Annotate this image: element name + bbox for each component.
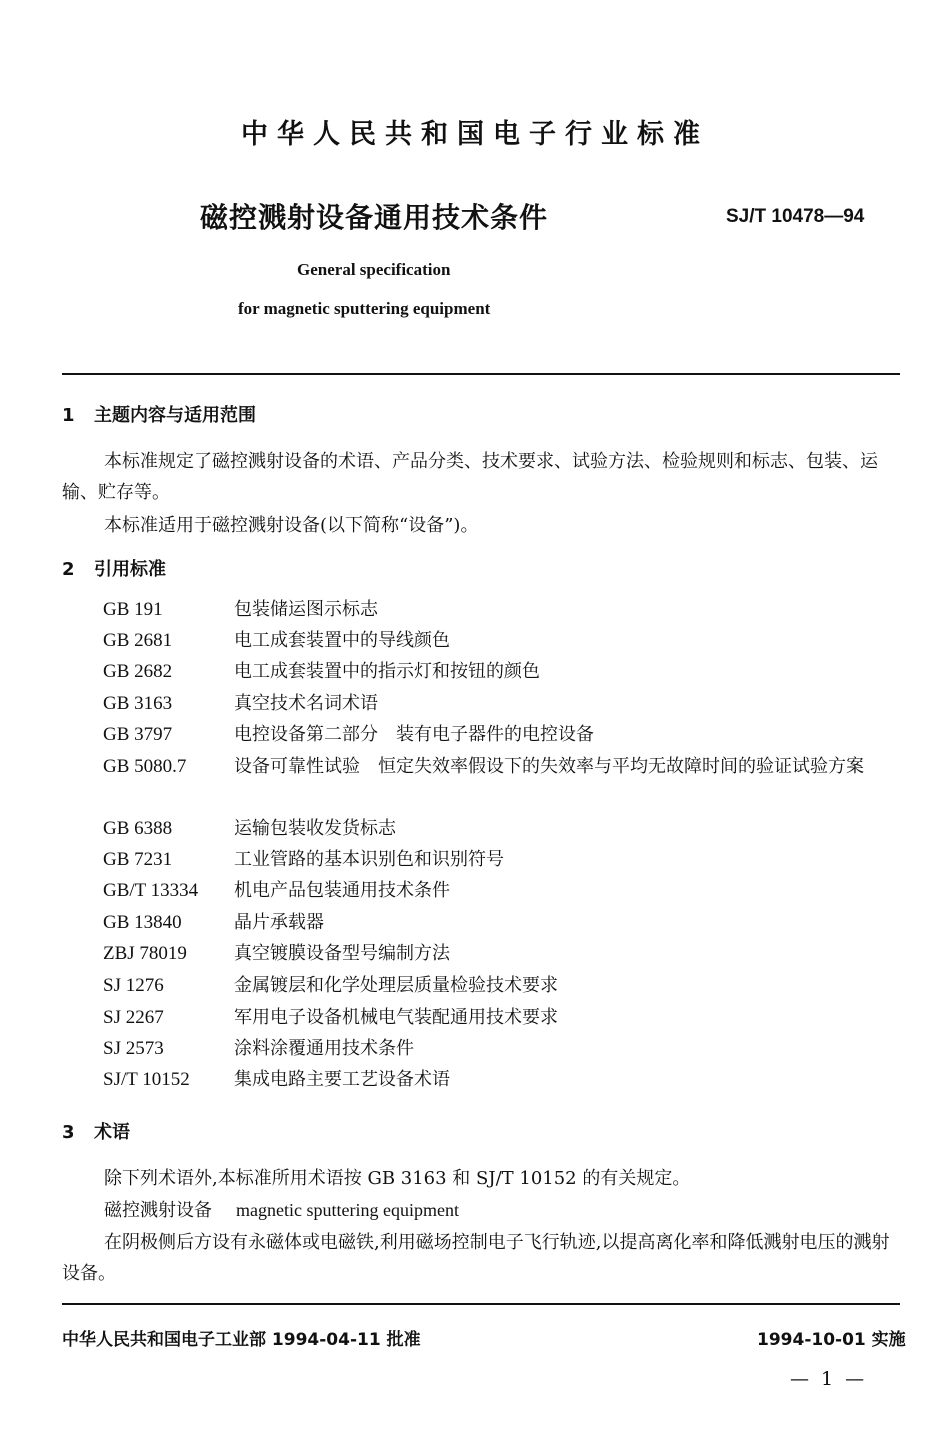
reference-code: GB 13840 bbox=[103, 912, 182, 933]
section-3-para-1: 除下列术语外,本标准所用术语按 GB 3163 和 SJ/T 10152 的有关规定。 bbox=[104, 1168, 691, 1189]
section-2-heading bbox=[62, 555, 166, 581]
reference-title: 真空技术名词术语 bbox=[234, 693, 378, 714]
reference-code: GB 3797 bbox=[103, 724, 173, 745]
reference-title: 电工成套装置中的指示灯和按钮的颜色 bbox=[234, 661, 540, 682]
reference-title: 机电产品包装通用技术条件 bbox=[234, 880, 450, 901]
reference-code: GB 5080.7 bbox=[103, 756, 187, 777]
reference-code: SJ 1276 bbox=[103, 975, 164, 996]
section-2-number: 2 bbox=[62, 559, 75, 580]
reference-code: GB/T 13334 bbox=[103, 880, 199, 901]
english-title-line2: for magnetic sputtering equipment bbox=[238, 299, 491, 318]
reference-title: 设备可靠性试验 恒定失效率假设下的失效率与平均无故障时间的验证试验方案 bbox=[234, 756, 864, 777]
reference-title: 工业管路的基本识别色和识别符号 bbox=[234, 849, 504, 870]
section-3-heading bbox=[62, 1118, 130, 1144]
reference-title: 真空镀膜设备型号编制方法 bbox=[234, 943, 450, 964]
reference-code: GB 191 bbox=[103, 599, 163, 620]
reference-title: 涂料涂覆通用技术条件 bbox=[234, 1038, 414, 1059]
reference-code: SJ/T 10152 bbox=[103, 1069, 190, 1090]
page-number: — 1 — bbox=[790, 1368, 868, 1390]
section-1-para-1: 本标准规定了磁控溅射设备的术语、产品分类、技术要求、试验方法、检验规则和标志、包装、运输、贮存等。 bbox=[62, 451, 878, 503]
reference-code: SJ 2573 bbox=[103, 1038, 164, 1059]
doc-title: 磁控溅射设备通用技术条件 bbox=[200, 201, 549, 234]
reference-code: GB 7231 bbox=[103, 849, 173, 870]
section-2-title: 引用标准 bbox=[94, 559, 166, 580]
approval-text: 中华人民共和国电子工业部 1994-04-11 批准 bbox=[62, 1330, 421, 1350]
english-title-line1: General specification bbox=[297, 260, 451, 279]
section-3-number: 3 bbox=[62, 1122, 75, 1143]
reference-title: 电工成套装置中的导线颜色 bbox=[234, 630, 450, 651]
reference-title: 金属镀层和化学处理层质量检验技术要求 bbox=[234, 975, 558, 996]
term-english: magnetic sputtering equipment bbox=[236, 1200, 459, 1220]
reference-code: GB 2681 bbox=[103, 630, 173, 651]
term-chinese: 磁控溅射设备 bbox=[104, 1200, 212, 1221]
section-3-title: 术语 bbox=[94, 1122, 130, 1143]
reference-code: GB 3163 bbox=[103, 693, 173, 714]
reference-code: GB 6388 bbox=[103, 818, 173, 839]
section-1-title: 主题内容与适用范围 bbox=[94, 405, 256, 426]
doc-code: SJ/T 10478—94 bbox=[726, 206, 865, 227]
reference-title: 包装储运图示标志 bbox=[234, 599, 378, 620]
reference-code: ZBJ 78019 bbox=[103, 943, 187, 964]
term-line bbox=[104, 1195, 900, 1226]
reference-title: 晶片承载器 bbox=[234, 912, 324, 933]
section-1-para-2: 本标准适用于磁控溅射设备(以下简称“设备”)。 bbox=[104, 515, 479, 536]
top-divider bbox=[62, 373, 900, 375]
reference-title: 集成电路主要工艺设备术语 bbox=[234, 1069, 450, 1090]
reference-code: GB 2682 bbox=[103, 661, 173, 682]
reference-title: 运输包装收发货标志 bbox=[234, 818, 396, 839]
reference-title: 军用电子设备机械电气装配通用技术要求 bbox=[234, 1007, 558, 1028]
bottom-divider bbox=[62, 1303, 900, 1305]
reference-code: SJ 2267 bbox=[103, 1007, 164, 1028]
reference-title: 电控设备第二部分 装有电子器件的电控设备 bbox=[234, 724, 594, 745]
section-1-number: 1 bbox=[62, 405, 75, 426]
term-definition: 在阴极侧后方设有永磁体或电磁铁,利用磁场控制电子飞行轨迹,以提高离化率和降低溅射电压的溅射设备。 bbox=[62, 1232, 890, 1284]
org-title: 中华人民共和国电子行业标准 bbox=[241, 119, 709, 150]
section-1-heading bbox=[62, 401, 256, 427]
effective-date: 1994-10-01 实施 bbox=[757, 1330, 906, 1350]
